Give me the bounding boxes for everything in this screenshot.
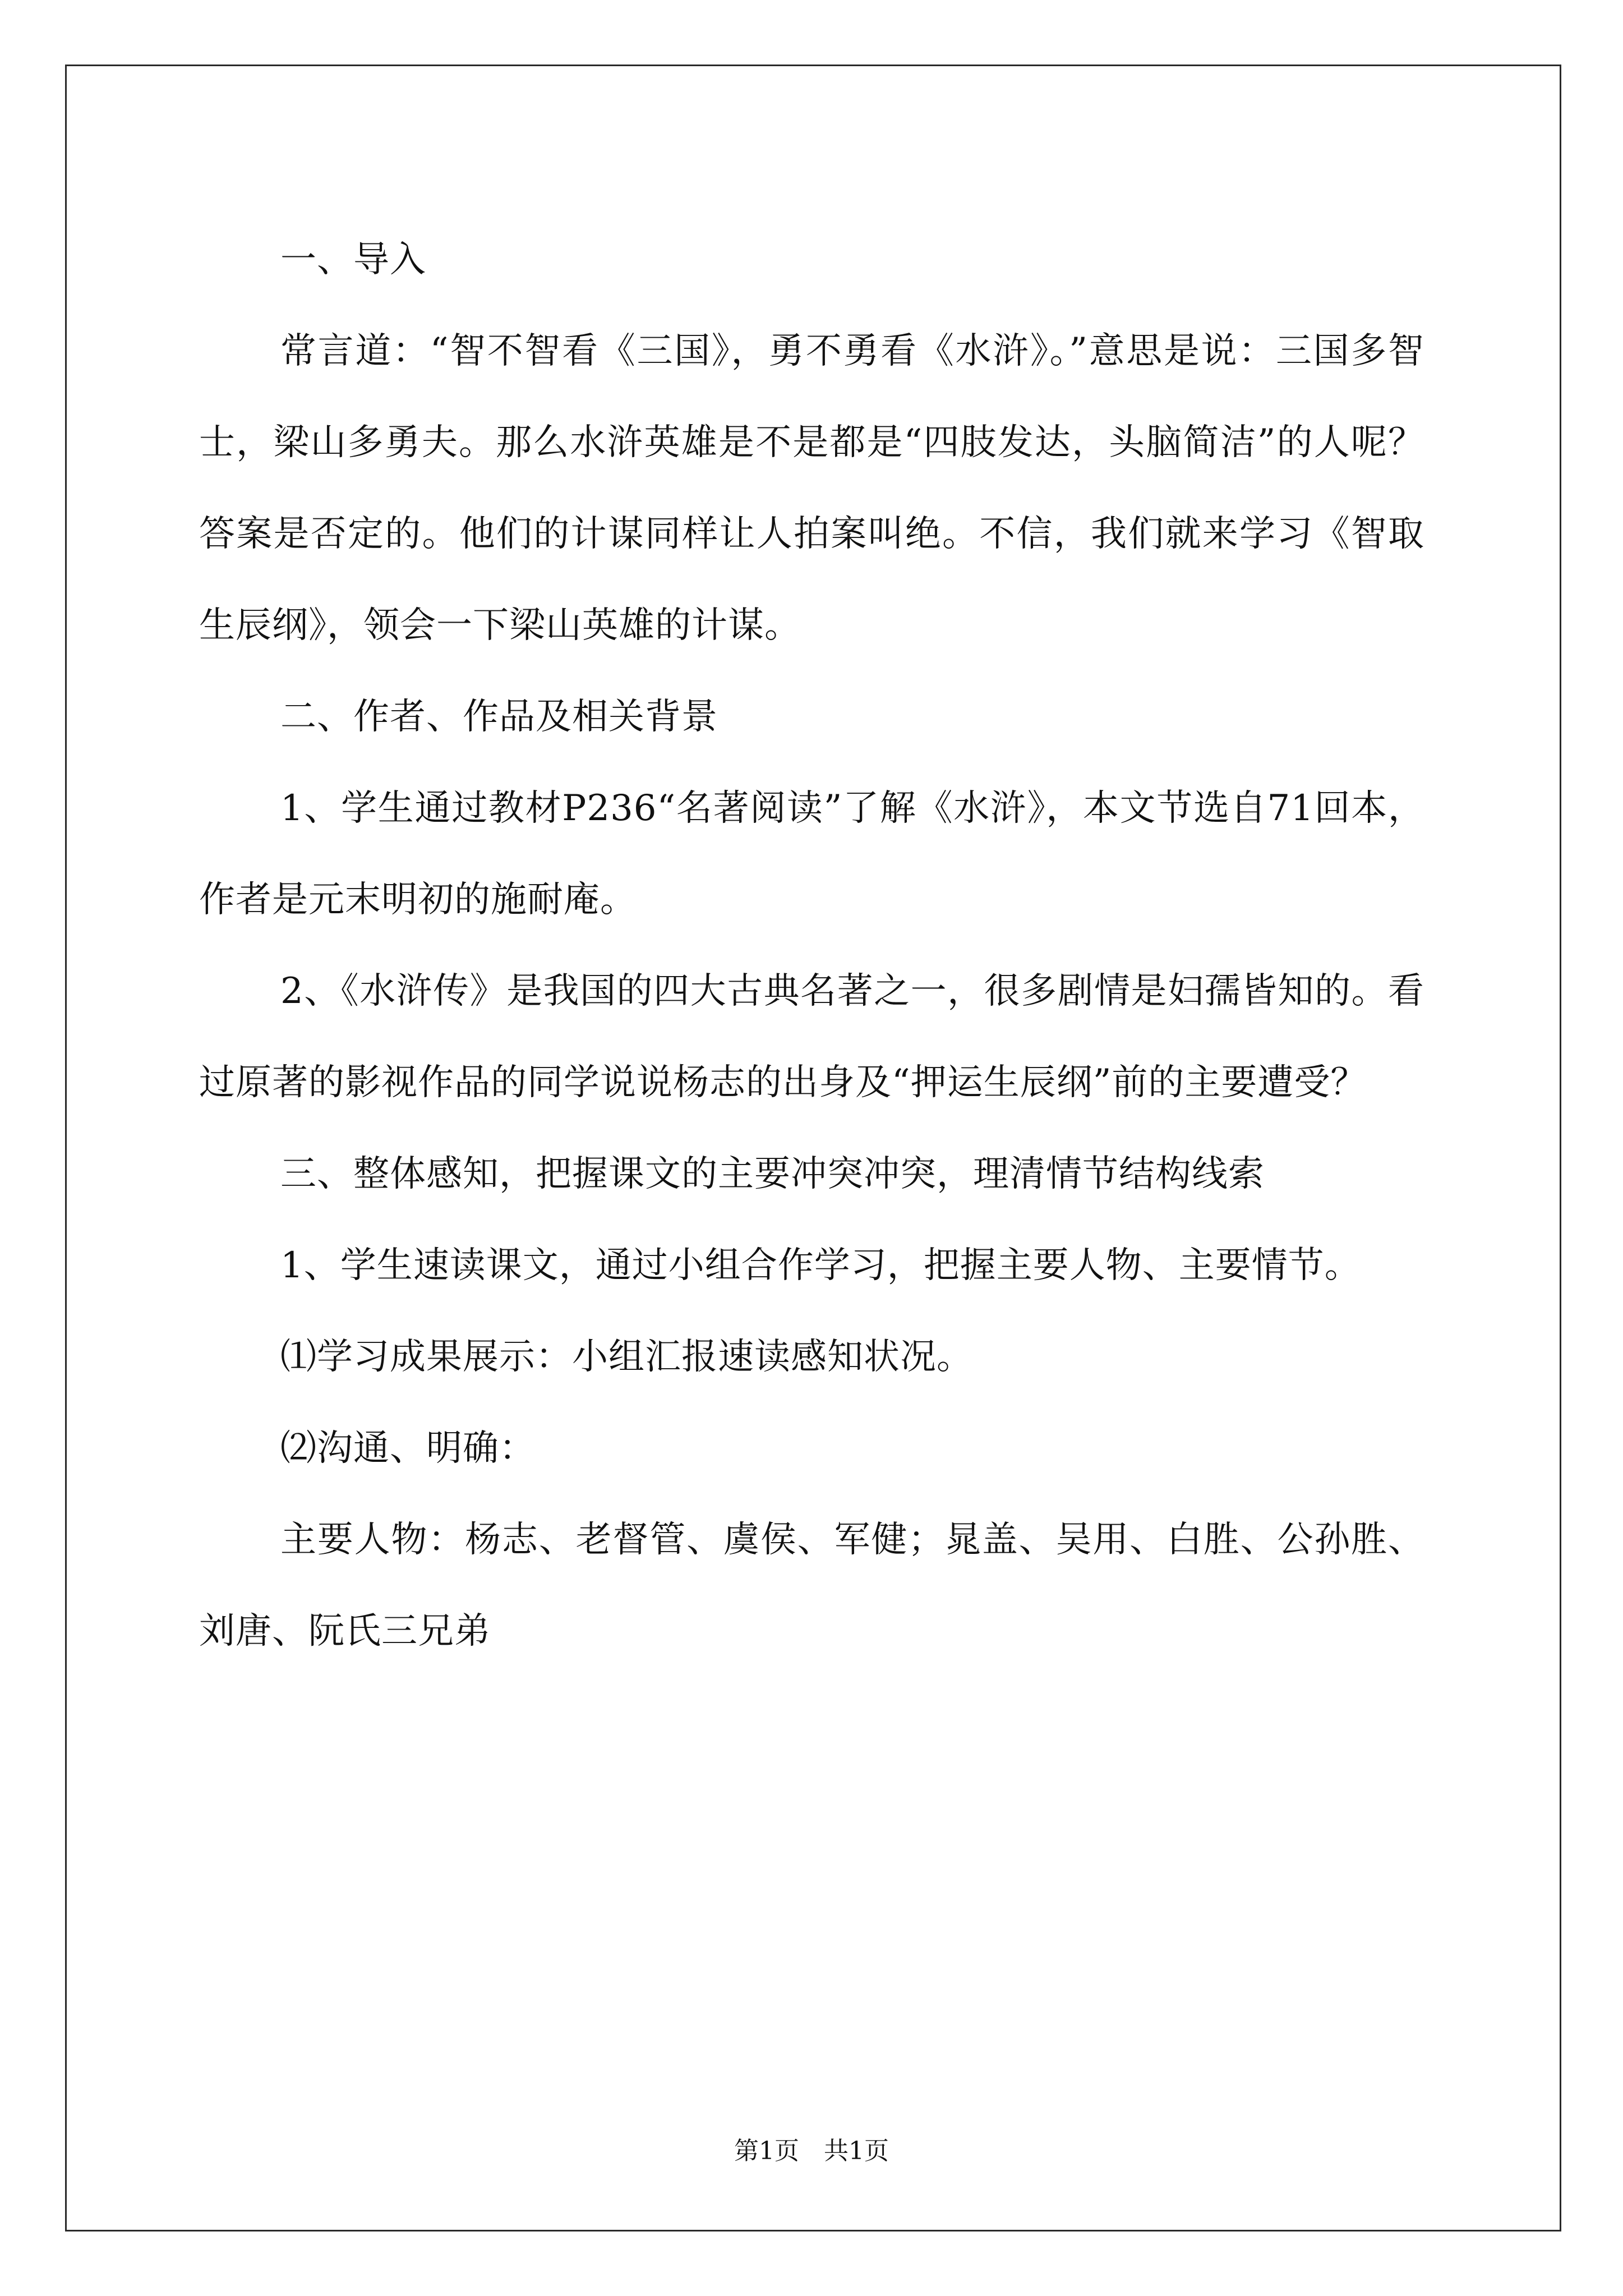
- page-footer: [0, 2134, 1623, 2168]
- paragraph-author-2: 2、《水浒传》是我国的四大古典名著之一，很多剧情是妇孺皆知的。看过原著的影视作品的同学说说杨志的出身及“押运生辰纲”前的主要遭受？: [199, 970, 1424, 1103]
- page-number: 第1页: [734, 2137, 799, 2165]
- paragraph-intro-text: 常言道：“智不智看《三国》，勇不勇看《水浒》。”意思是说：三国多智士，梁山多勇夫。那么水浒英雄是不是都是“四肢发达，头脑简洁”的人呢？答案是否定的。他们的计谋同样让人拍案叫绝。不信，我们就来学习《智取生辰纲》，领会一下梁山英雄的计谋。: [199, 330, 1424, 646]
- document-body: [199, 214, 1424, 1677]
- heading-overall-perception: 三、整体感知，把握课文的主要冲突冲突，理清情节结构线索: [280, 1153, 1265, 1195]
- page-total: 共1页: [824, 2137, 889, 2165]
- paragraph-main-characters: 主要人物：杨志、老督管、虞侯、军健；晁盖、吴用、白胜、公孙胜、刘唐、阮氏三兄弟: [199, 1519, 1424, 1652]
- heading-author-background: 二、作者、作品及相关背景: [280, 696, 718, 738]
- paragraph-author-1: 1、学生通过教材P236“名著阅读”了解《水浒》，本文节选自71回本，作者是元末明初的施耐庵。: [199, 788, 1424, 921]
- heading-intro: 一、导入: [280, 239, 426, 280]
- paragraph-perception-sub-2: ⑵沟通、明确：: [280, 1428, 536, 1469]
- paragraph-perception-sub-1: ⑴学习成果展示：小组汇报速读感知状况。: [280, 1336, 973, 1378]
- paragraph-perception-1: 1、学生速读课文，通过小组合作学习，把握主要人物、主要情节。: [280, 1245, 1361, 1286]
